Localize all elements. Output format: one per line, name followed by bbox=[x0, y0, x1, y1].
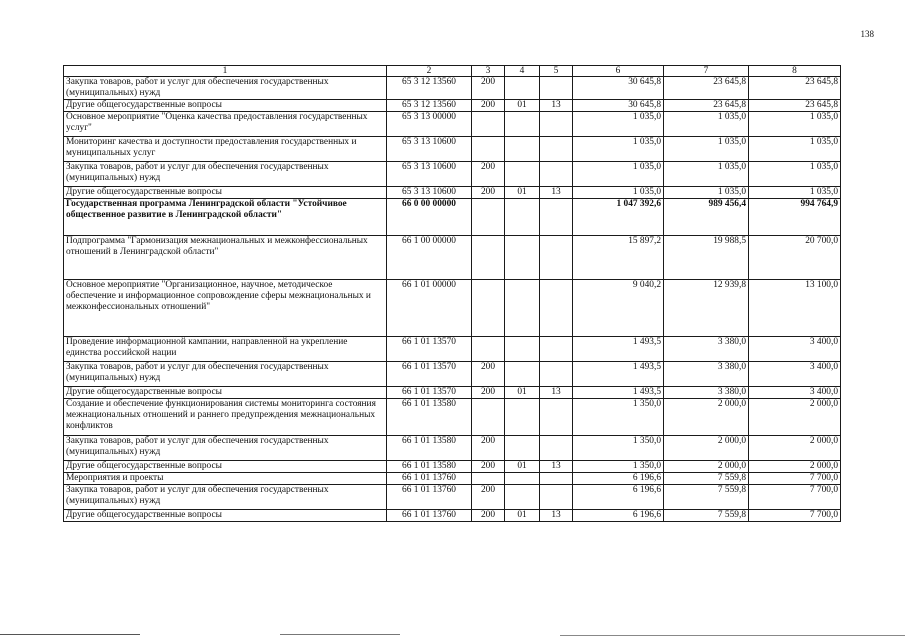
row-code-cell: 66 1 01 13580 bbox=[387, 399, 472, 436]
row-value-cell: 1 493,5 bbox=[573, 362, 664, 387]
row-code-cell: 66 1 01 13570 bbox=[387, 362, 472, 387]
row-name-cell: Другие общегосударственные вопросы bbox=[64, 510, 387, 522]
row-value-cell: 1 350,0 bbox=[573, 436, 664, 461]
row-value-cell: 23 645,8 bbox=[664, 100, 749, 112]
row-type-cell: 200 bbox=[472, 362, 505, 387]
row-type-cell: 200 bbox=[472, 387, 505, 399]
row-subsection-cell bbox=[540, 77, 573, 100]
table-row bbox=[64, 162, 841, 187]
table-row bbox=[64, 77, 841, 100]
row-type-cell: 200 bbox=[472, 77, 505, 100]
table-row bbox=[64, 100, 841, 112]
row-value-cell: 7 559,8 bbox=[664, 485, 749, 510]
row-subsection-cell bbox=[540, 399, 573, 436]
row-section-cell bbox=[505, 236, 540, 280]
row-section-cell bbox=[505, 485, 540, 510]
row-name-cell: Подпрограмма "Гармонизация межнациональных и межконфессиональных отношений в Ленинградской области" bbox=[64, 236, 387, 280]
row-type-cell bbox=[472, 473, 505, 485]
row-value-cell: 23 645,8 bbox=[749, 77, 841, 100]
table-row bbox=[64, 199, 841, 236]
row-value-cell: 1 035,0 bbox=[749, 162, 841, 187]
scan-edge-line bbox=[0, 634, 140, 635]
row-subsection-cell bbox=[540, 337, 573, 362]
row-name-cell: Другие общегосударственные вопросы bbox=[64, 100, 387, 112]
row-value-cell: 2 000,0 bbox=[749, 399, 841, 436]
row-type-cell bbox=[472, 280, 505, 337]
row-value-cell: 989 456,4 bbox=[664, 199, 749, 236]
row-value-cell: 30 645,8 bbox=[573, 77, 664, 100]
table-row bbox=[64, 137, 841, 162]
row-type-cell bbox=[472, 399, 505, 436]
row-subsection-cell bbox=[540, 162, 573, 187]
row-subsection-cell: 13 bbox=[540, 510, 573, 522]
scan-edge-line bbox=[280, 634, 400, 635]
row-name-cell: Закупка товаров, работ и услуг для обеспечения государственных (муниципальных) нужд bbox=[64, 77, 387, 100]
row-value-cell: 7 700,0 bbox=[749, 485, 841, 510]
row-value-cell: 1 035,0 bbox=[664, 162, 749, 187]
header-cell: 6 bbox=[573, 66, 664, 77]
row-code-cell: 66 0 00 00000 bbox=[387, 199, 472, 236]
row-value-cell: 1 035,0 bbox=[664, 137, 749, 162]
row-value-cell: 1 035,0 bbox=[749, 137, 841, 162]
row-value-cell: 6 196,6 bbox=[573, 510, 664, 522]
row-value-cell: 1 047 392,6 bbox=[573, 199, 664, 236]
row-value-cell: 13 100,0 bbox=[749, 280, 841, 337]
row-name-cell: Создание и обеспечение функционирования системы мониторинга состояния межнациональных отношений и раннего предупреждения межнациональных конфликтов bbox=[64, 399, 387, 436]
row-code-cell: 66 1 01 13580 bbox=[387, 461, 472, 473]
row-value-cell: 1 035,0 bbox=[573, 112, 664, 137]
row-section-cell: 01 bbox=[505, 187, 540, 199]
table-row bbox=[64, 187, 841, 199]
row-subsection-cell bbox=[540, 362, 573, 387]
row-value-cell: 19 988,5 bbox=[664, 236, 749, 280]
row-subsection-cell: 13 bbox=[540, 461, 573, 473]
row-value-cell: 6 196,6 bbox=[573, 485, 664, 510]
row-code-cell: 66 1 01 13570 bbox=[387, 337, 472, 362]
row-type-cell: 200 bbox=[472, 461, 505, 473]
row-code-cell: 66 1 01 13760 bbox=[387, 510, 472, 522]
row-value-cell: 1 035,0 bbox=[573, 162, 664, 187]
table-row bbox=[64, 399, 841, 436]
row-type-cell bbox=[472, 236, 505, 280]
row-name-cell: Другие общегосударственные вопросы bbox=[64, 461, 387, 473]
row-type-cell bbox=[472, 337, 505, 362]
row-name-cell: Закупка товаров, работ и услуг для обеспечения государственных (муниципальных) нужд bbox=[64, 436, 387, 461]
row-subsection-cell bbox=[540, 112, 573, 137]
row-code-cell: 66 1 01 00000 bbox=[387, 280, 472, 337]
row-value-cell: 1 035,0 bbox=[749, 112, 841, 137]
row-section-cell bbox=[505, 399, 540, 436]
row-type-cell: 200 bbox=[472, 162, 505, 187]
row-value-cell: 30 645,8 bbox=[573, 100, 664, 112]
table-row bbox=[64, 461, 841, 473]
row-value-cell: 15 897,2 bbox=[573, 236, 664, 280]
row-type-cell: 200 bbox=[472, 100, 505, 112]
row-section-cell: 01 bbox=[505, 461, 540, 473]
header-cell: 2 bbox=[387, 66, 472, 77]
row-type-cell: 200 bbox=[472, 485, 505, 510]
row-type-cell: 200 bbox=[472, 436, 505, 461]
table-row bbox=[64, 510, 841, 522]
row-value-cell: 7 559,8 bbox=[664, 473, 749, 485]
row-subsection-cell: 13 bbox=[540, 100, 573, 112]
row-type-cell bbox=[472, 112, 505, 137]
header-cell: 8 bbox=[749, 66, 841, 77]
table-row bbox=[64, 485, 841, 510]
row-section-cell: 01 bbox=[505, 387, 540, 399]
row-value-cell: 2 000,0 bbox=[664, 461, 749, 473]
header-cell: 7 bbox=[664, 66, 749, 77]
row-section-cell bbox=[505, 137, 540, 162]
row-type-cell: 200 bbox=[472, 187, 505, 199]
table-row bbox=[64, 473, 841, 485]
page-number: 138 bbox=[860, 29, 874, 39]
row-value-cell: 12 939,8 bbox=[664, 280, 749, 337]
row-name-cell: Другие общегосударственные вопросы bbox=[64, 187, 387, 199]
row-section-cell bbox=[505, 77, 540, 100]
row-name-cell: Проведение информационной кампании, направленной на укрепление единства российской нации bbox=[64, 337, 387, 362]
row-section-cell bbox=[505, 473, 540, 485]
row-subsection-cell: 13 bbox=[540, 387, 573, 399]
row-code-cell: 65 3 13 10600 bbox=[387, 187, 472, 199]
row-code-cell: 65 3 13 10600 bbox=[387, 162, 472, 187]
row-name-cell: Закупка товаров, работ и услуг для обеспечения государственных (муниципальных) нужд bbox=[64, 485, 387, 510]
row-value-cell: 2 000,0 bbox=[664, 399, 749, 436]
row-value-cell: 9 040,2 bbox=[573, 280, 664, 337]
row-value-cell: 3 380,0 bbox=[664, 362, 749, 387]
row-code-cell: 66 1 01 13760 bbox=[387, 473, 472, 485]
row-name-cell: Мероприятия и проекты bbox=[64, 473, 387, 485]
row-value-cell: 1 035,0 bbox=[573, 137, 664, 162]
table-row bbox=[64, 362, 841, 387]
row-value-cell: 1 035,0 bbox=[664, 112, 749, 137]
row-value-cell: 3 400,0 bbox=[749, 387, 841, 399]
row-code-cell: 66 1 00 00000 bbox=[387, 236, 472, 280]
row-name-cell: Мониторинг качества и доступности предоставления государственных и муниципальных услуг bbox=[64, 137, 387, 162]
row-value-cell: 3 380,0 bbox=[664, 387, 749, 399]
budget-table bbox=[63, 65, 841, 522]
row-section-cell bbox=[505, 162, 540, 187]
row-value-cell: 3 380,0 bbox=[664, 337, 749, 362]
row-section-cell bbox=[505, 280, 540, 337]
row-section-cell bbox=[505, 362, 540, 387]
row-value-cell: 20 700,0 bbox=[749, 236, 841, 280]
row-value-cell: 7 700,0 bbox=[749, 510, 841, 522]
row-code-cell: 65 3 12 13560 bbox=[387, 77, 472, 100]
row-value-cell: 2 000,0 bbox=[749, 461, 841, 473]
table-row bbox=[64, 387, 841, 399]
row-code-cell: 66 1 01 13760 bbox=[387, 485, 472, 510]
row-value-cell: 7 559,8 bbox=[664, 510, 749, 522]
row-name-cell: Закупка товаров, работ и услуг для обеспечения государственных (муниципальных) нужд bbox=[64, 162, 387, 187]
row-section-cell: 01 bbox=[505, 510, 540, 522]
table-row bbox=[64, 112, 841, 137]
header-cell: 5 bbox=[540, 66, 573, 77]
row-name-cell: Основное мероприятие "Организационное, научное, методическое обеспечение и информационное сопровождение сферы межнациональных и межконфессиональных отношений" bbox=[64, 280, 387, 337]
row-value-cell: 1 035,0 bbox=[664, 187, 749, 199]
row-subsection-cell bbox=[540, 280, 573, 337]
row-value-cell: 6 196,6 bbox=[573, 473, 664, 485]
row-value-cell: 2 000,0 bbox=[664, 436, 749, 461]
row-subsection-cell bbox=[540, 236, 573, 280]
row-type-cell bbox=[472, 199, 505, 236]
row-value-cell: 1 035,0 bbox=[573, 187, 664, 199]
row-code-cell: 65 3 13 00000 bbox=[387, 112, 472, 137]
row-name-cell: Основное мероприятие "Оценка качества предоставления государственных услуг" bbox=[64, 112, 387, 137]
row-code-cell: 66 1 01 13580 bbox=[387, 436, 472, 461]
row-section-cell bbox=[505, 337, 540, 362]
table-row bbox=[64, 236, 841, 280]
header-row bbox=[64, 66, 841, 77]
row-value-cell: 1 493,5 bbox=[573, 387, 664, 399]
row-name-cell: Другие общегосударственные вопросы bbox=[64, 387, 387, 399]
row-type-cell bbox=[472, 137, 505, 162]
table-body bbox=[64, 77, 841, 522]
row-code-cell: 65 3 13 10600 bbox=[387, 137, 472, 162]
row-subsection-cell bbox=[540, 137, 573, 162]
row-code-cell: 66 1 01 13570 bbox=[387, 387, 472, 399]
row-value-cell: 1 350,0 bbox=[573, 461, 664, 473]
row-subsection-cell bbox=[540, 485, 573, 510]
row-value-cell: 7 700,0 bbox=[749, 473, 841, 485]
row-value-cell: 23 645,8 bbox=[664, 77, 749, 100]
row-type-cell: 200 bbox=[472, 510, 505, 522]
row-name-cell: Государственная программа Ленинградской области "Устойчивое общественное развитие в Ленинградской области" bbox=[64, 199, 387, 236]
row-name-cell: Закупка товаров, работ и услуг для обеспечения государственных (муниципальных) нужд bbox=[64, 362, 387, 387]
row-code-cell: 65 3 12 13560 bbox=[387, 100, 472, 112]
row-subsection-cell bbox=[540, 199, 573, 236]
row-section-cell bbox=[505, 199, 540, 236]
row-subsection-cell bbox=[540, 473, 573, 485]
row-value-cell: 3 400,0 bbox=[749, 337, 841, 362]
table-row bbox=[64, 280, 841, 337]
row-value-cell: 3 400,0 bbox=[749, 362, 841, 387]
row-value-cell: 1 493,5 bbox=[573, 337, 664, 362]
row-subsection-cell bbox=[540, 436, 573, 461]
row-value-cell: 994 764,9 bbox=[749, 199, 841, 236]
row-value-cell: 2 000,0 bbox=[749, 436, 841, 461]
header-cell: 4 bbox=[505, 66, 540, 77]
scan-edge-line bbox=[560, 635, 905, 636]
header-cell: 1 bbox=[64, 66, 387, 77]
row-subsection-cell: 13 bbox=[540, 187, 573, 199]
row-section-cell: 01 bbox=[505, 100, 540, 112]
row-value-cell: 1 035,0 bbox=[749, 187, 841, 199]
row-section-cell bbox=[505, 436, 540, 461]
row-section-cell bbox=[505, 112, 540, 137]
table-row bbox=[64, 337, 841, 362]
row-value-cell: 1 350,0 bbox=[573, 399, 664, 436]
row-value-cell: 23 645,8 bbox=[749, 100, 841, 112]
header-cell: 3 bbox=[472, 66, 505, 77]
table-row bbox=[64, 436, 841, 461]
